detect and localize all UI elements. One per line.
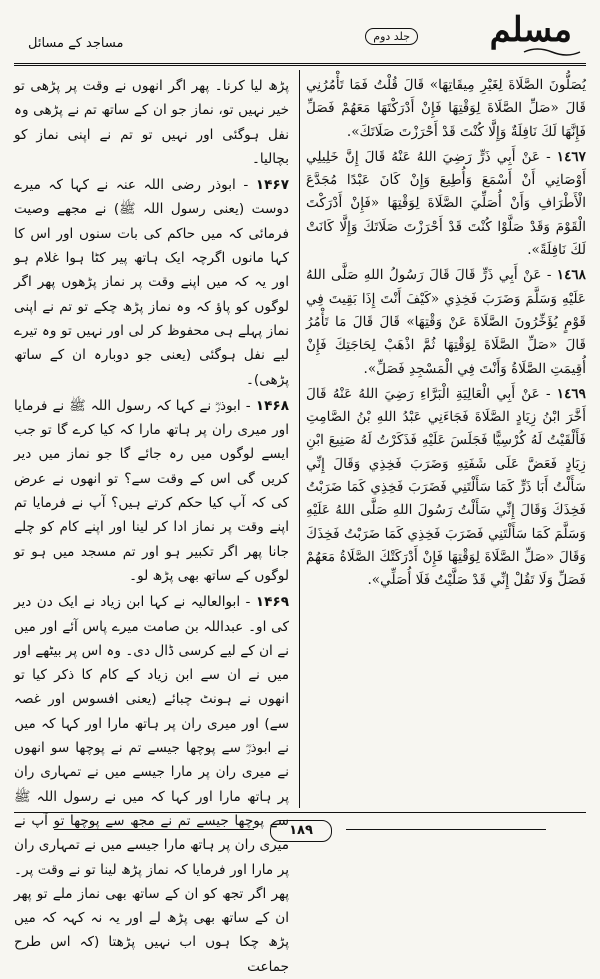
ornament-icon bbox=[522, 46, 582, 58]
hadith-number: ١٤٦٧ bbox=[556, 148, 586, 165]
chapter-title: مساجد کے مسائل bbox=[28, 36, 124, 51]
arabic-text: عَنْ أَبِي ذَرٍّ رَضِيَ اللهُ عَنْهُ قَالَ إِنَّ خَلِيلِي أَوْصَانِي أَنْ أَسْمَعَ وَأُطِيعَ وَإِنْ كَانَ عَبْدًا مُجَدَّعَ الْأَطْرَافِ وَأَنْ أُصَلِّيَ الصَّلَاةَ لِوَقْتِهَا «فَإِنْ أَدْرَكْتَ الْقَوْمَ وَقَدْ صَلَّوْا كُنْتَ قَدْ أَحْرَزْتَ صَلَاتَكَ وَإِلَّا كَانَتْ لَكَ نَافِلَةً». bbox=[306, 148, 586, 259]
page-number: ۱۸۹ bbox=[270, 820, 332, 842]
urdu-text: ابوذرؓ نے کہا کہ رسول اللہ ﷺ نے فرمایا اور میری ران پر ہاتھ مارا کہ کیا کرے گا تو جب ایسے لوگوں میں رہ جائے گا جو نماز میں دیر کریں گی اس کے وقت سے؟ تو انھوں نے عرض کی کہ آپ کیا حکم کرتے ہیں؟ آپ نے فرمایا تم اپنے وقت پر نماز ادا کر لینا اور اپنے کام کو چلے جانا پھر اگر تکبیر ہو اور تم مسجد میں ہو تو لوگوں کے ساتھ بھی پڑھ لو۔ bbox=[14, 397, 289, 584]
column-divider bbox=[299, 70, 300, 808]
hadith-number: ١٤٦٩ bbox=[556, 385, 586, 402]
hadith-number: ۱۴۶۸ bbox=[255, 397, 289, 414]
arabic-paragraph: ١٤٦٧ - عَنْ أَبِي ذَرٍّ رَضِيَ اللهُ عَنْهُ قَالَ إِنَّ خَلِيلِي أَوْصَانِي أَنْ أَسْمَعَ وَأُطِيعَ وَإِنْ كَانَ عَبْدًا مُجَدَّعَ الْأَطْرَافِ وَأَنْ أُصَلِّيَ الصَّلَاةَ لِوَقْتِهَا «فَإِنْ أَدْرَكْتَ الْقَوْمَ وَقَدْ صَلَّوْا كُنْتَ قَدْ أَحْرَزْتَ صَلَاتَكَ وَإِلَّا كَانَتْ لَكَ نَافِلَةً». bbox=[306, 148, 586, 259]
arabic-text: يُصَلُّونَ الصَّلَاةَ لِغَيْرِ مِيقَاتِهَا» قَالَ قُلْتُ فَمَا تَأْمُرُنِي قَالَ «صَلِّ الصَّلَاةَ لِوَقْتِهَا فَإِنْ أَدْرَكْتَهَا مَعَهُمْ فَصَلِّ فَإِنَّهَا لَكَ نَافِلَةٌ وَإِلَّا كُنْتَ قَدْ أَحْرَزْتَ صَلَاتَكَ». bbox=[306, 77, 586, 140]
page-header bbox=[14, 6, 586, 64]
arabic-text: عَنْ أَبِي الْعَالِيَةِ الْبَرَّاءِ رَضِيَ اللهُ عَنْهُ قَالَ أَخَّرَ ابْنُ زِيَادٍ الصَّلَاةَ فَجَاءَنِي عَبْدُ اللهِ بْنُ الصَّامِتِ فَأَلْقَيْتُ لَهُ كُرْسِيًّا فَجَلَسَ عَلَيْهِ فَذَكَرْتُ لَهُ صَنِيعَ ابْنِ زِيَادٍ فَعَضَّ عَلَى شَفَتِهِ وَضَرَبَ فَخِذِي وَقَالَ إِنِّي سَأَلْتُ أَبَا ذَرٍّ كَمَا سَأَلْتَنِي فَضَرَبَ فَخِذِي كَمَا ضَرَبْتُ فَخِذَكَ وَقَالَ إِنِّي سَأَلْتُ رَسُولَ اللهِ صَلَّى اللهُ عَلَيْهِ وَسَلَّمَ كَمَا سَأَلْتَنِي فَضَرَبَ فَخِذِي كَمَا ضَرَبْتُ فَخِذَكَ وَقَالَ «صَلِّ الصَّلَاةَ لِوَقْتِهَا فَإِنْ أَدْرَكَتْكَ الصَّلَاةُ مَعَهُمْ فَصَلِّ وَلَا تَقُلْ إِنِّي قَدْ صَلَّيْتُ فَلَا أُصَلِّي». bbox=[306, 385, 586, 589]
hadith-number: ۱۴۶۹ bbox=[255, 594, 289, 611]
arabic-paragraph: ١٤٦٩ - عَنْ أَبِي الْعَالِيَةِ الْبَرَّاءِ رَضِيَ اللهُ عَنْهُ قَالَ أَخَّرَ ابْنُ زِيَادٍ الصَّلَاةَ فَجَاءَنِي عَبْدُ اللهِ بْنُ الصَّامِتِ فَأَلْقَيْتُ لَهُ كُرْسِيًّا فَجَلَسَ عَلَيْهِ فَذَكَرْتُ لَهُ صَنِيعَ ابْنِ زِيَادٍ فَعَضَّ عَلَى شَفَتِهِ وَضَرَبَ فَخِذِي وَقَالَ إِنِّي سَأَلْتُ أَبَا ذَرٍّ كَمَا سَأَلْتَنِي فَضَرَبَ فَخِذِي كَمَا ضَرَبْتُ فَخِذَكَ وَقَالَ إِنِّي سَأَلْتُ رَسُولَ اللهِ صَلَّى اللهُ عَلَيْهِ وَسَلَّمَ كَمَا سَأَلْتَنِي فَضَرَبَ فَخِذِي كَمَا ضَرَبْتُ فَخِذَكَ وَقَالَ «صَلِّ الصَّلَاةَ لِوَقْتِهَا فَإِنْ أَدْرَكَتْكَ الصَّلَاةُ مَعَهُمْ فَصَلِّ وَلَا تَقُلْ إِنِّي قَدْ صَلَّيْتُ فَلَا أُصَلِّي». bbox=[306, 385, 586, 589]
urdu-paragraph bbox=[14, 74, 289, 171]
footer-rule bbox=[14, 812, 586, 813]
footer-ornament-right bbox=[346, 829, 546, 830]
urdu-translation-column bbox=[14, 74, 289, 979]
arabic-text: عَنْ أَبِي ذَرٍّ قَالَ قَالَ رَسُولُ اللهِ صَلَّى اللهُ عَلَيْهِ وَسَلَّمَ وَضَرَبَ فَخِذِي «كَيْفَ أَنْتَ إِذَا بَقِيتَ فِي قَوْمٍ يُؤَخِّرُونَ الصَّلَاةَ عَنْ وَقْتِهَا» قَالَ قَالَ مَا تَأْمُرُ قَالَ «صَلِّ الصَّلَاةَ لِوَقْتِهَا ثُمَّ اذْهَبْ لِحَاجَتِكَ فَإِنْ أُقِيمَتِ الصَّلَاةُ وَأَنْتَ فِي الْمَسْجِدِ فَصَلِّ». bbox=[306, 267, 586, 377]
urdu-paragraph: ۱۴۶۷ - ابوذر رضی اللہ عنہ نے کہا کہ میرے دوست (یعنی رسول اللہ ﷺ) نے مجھے وصیت فرمائی کہ میں حاکم کی بات سنوں اور اس کا کہا مانوں اگرچہ ایک ہاتھ پیر کٹا ہوا غلام ہو اور یہ کہ میں اپنے وقت پر نماز پڑھوں پھر اگر لوگوں کو پاؤ کہ وہ نماز پڑھ چکے تو تم نے اپنی نماز پہلے ہی محفوظ کر لی اور نہیں تو وہ تیرے لیے نفل ہوگئی (یعنی جو دوبارہ ان کے ساتھ پڑھی)۔ bbox=[14, 177, 289, 388]
arabic-text-column bbox=[306, 74, 586, 593]
urdu-paragraph: ۱۴۶۸ - ابوذرؓ نے کہا کہ رسول اللہ ﷺ نے فرمایا اور میری ران پر ہاتھ مارا کہ کیا کرے گا تو جب ایسے لوگوں میں رہ جائے گا جو نماز میں دیر کریں گی اس کے وقت سے؟ تو انھوں نے عرض کی کہ آپ کیا حکم کرتے ہیں؟ آپ نے فرمایا تم اپنے وقت پر نماز ادا کر لینا اور اپنے کام کو چلے جانا پھر اگر تکبیر ہو اور تم مسجد میں ہو تو لوگوں کے ساتھ بھی پڑھ لو۔ bbox=[14, 397, 289, 584]
hadith-number: ١٤٦٨ bbox=[556, 267, 586, 284]
urdu-text: پڑھ لیا کرنا۔ پھر اگر انھوں نے وقت پر پڑھی تو خیر نہیں تو، نماز جو ان کے ساتھ تم نے پڑھی وہ نفل ہوگئی اور نہیں تو تم نے اپنی نماز کو بچالیا۔ bbox=[14, 78, 289, 167]
urdu-text: ابوالعالیہ نے کہا ابن زیاد نے ایک دن دیر کی او۔ عبداللہ بن صامت میرے پاس آئے اور میں نے ان کے لیے کرسی ڈال دی۔ وہ اس پر بیٹھے اور میں نے ان سے ابن زیاد کے کام کا ذکر کیا تو انھوں نے ہونٹ چبائے (یعنی افسوس اور غصہ سے) اور میری ران پر ہاتھ مارا اور کہا کہ میں نے ابوذرؓ سے پوچھا جیسے تم نے پوچھا سو انھوں نے میری ران پر مارا جیسے میں نے تمہاری ران پر ہاتھ مارا اور کہا کہ میں نے رسول اللہ ﷺ سے پوچھا جیسے تم نے مجھ سے پوچھا تو آپ نے میری ران پر ہاتھ مارا جیسے میں نے تمہاری ران پر مارا اور فرمایا کہ نماز پڑھ لینا تو نے وقت پر۔ پھر اگر تجھ کو ان کے ساتھ بھی نماز ملے تو پھر ان کے ساتھ بھی پڑھ لے اور یہ نہ کہہ کہ میں پڑھ چکا ہوں اب نہیں پڑھتا (کہ اس طرح جماعت bbox=[14, 594, 289, 975]
urdu-text: ابوذر رضی اللہ عنہ نے کہا کہ میرے دوست (یعنی رسول اللہ ﷺ) نے مجھے وصیت فرمائی کہ میں حاکم کی بات سنوں اور اس کا کہا مانوں اگرچہ ایک ہاتھ پیر کٹا ہوا غلام ہو اور یہ کہ میں اپنے وقت پر نماز پڑھوں پھر اگر لوگوں کو پاؤ کہ وہ نماز پڑھ چکے تو تم نے اپنی نماز پہلے ہی محفوظ کر لی اور نہیں تو وہ تیرے لیے نفل ہوگئی (یعنی جو دوبارہ ان کے ساتھ پڑھی)۔ bbox=[14, 177, 289, 388]
book-page bbox=[14, 6, 586, 975]
book-title: مسلم bbox=[489, 10, 572, 50]
arabic-paragraph: ١٤٦٨ - عَنْ أَبِي ذَرٍّ قَالَ قَالَ رَسُولُ اللهِ صَلَّى اللهُ عَلَيْهِ وَسَلَّمَ وَضَرَبَ فَخِذِي «كَيْفَ أَنْتَ إِذَا بَقِيتَ فِي قَوْمٍ يُؤَخِّرُونَ الصَّلَاةَ عَنْ وَقْتِهَا» قَالَ قَالَ مَا تَأْمُرُ قَالَ «صَلِّ الصَّلَاةَ لِوَقْتِهَا ثُمَّ اذْهَبْ لِحَاجَتِكَ فَإِنْ أُقِيمَتِ الصَّلَاةُ وَأَنْتَ فِي الْمَسْجِدِ فَصَلِّ». bbox=[306, 267, 586, 377]
urdu-paragraph: ۱۴۶۹ - ابوالعالیہ نے کہا ابن زیاد نے ایک دن دیر کی او۔ عبداللہ بن صامت میرے پاس آئے اور میں نے ان کے لیے کرسی ڈال دی۔ وہ اس پر بیٹھے اور میں نے ان سے ابن زیاد کے کام کا ذکر کیا تو انھوں نے ہونٹ چبائے (یعنی افسوس اور غصہ سے) اور میری ران پر ہاتھ مارا اور کہا کہ میں نے ابوذرؓ سے پوچھا جیسے تم نے پوچھا سو انھوں نے میری ران پر مارا جیسے میں نے تمہاری ران پر ہاتھ مارا اور کہا کہ میں نے رسول اللہ ﷺ سے پوچھا جیسے تم نے مجھ سے پوچھا تو آپ نے میری ران پر ہاتھ مارا جیسے میں نے تمہاری ران پر مارا اور فرمایا کہ نماز پڑھ لینا تو نے وقت پر۔ پھر اگر تجھ کو ان کے ساتھ بھی نماز ملے تو پھر ان کے ساتھ بھی پڑھ لے اور یہ نہ کہہ کہ میں پڑھ چکا ہوں اب نہیں پڑھتا (کہ اس طرح جماعت bbox=[14, 594, 289, 975]
footer-ornament-left bbox=[54, 829, 254, 830]
hadith-number: ۱۴۶۷ bbox=[255, 177, 289, 194]
volume-badge: جلد دوم bbox=[365, 28, 418, 45]
arabic-paragraph bbox=[306, 74, 586, 144]
header-rule bbox=[14, 63, 586, 66]
